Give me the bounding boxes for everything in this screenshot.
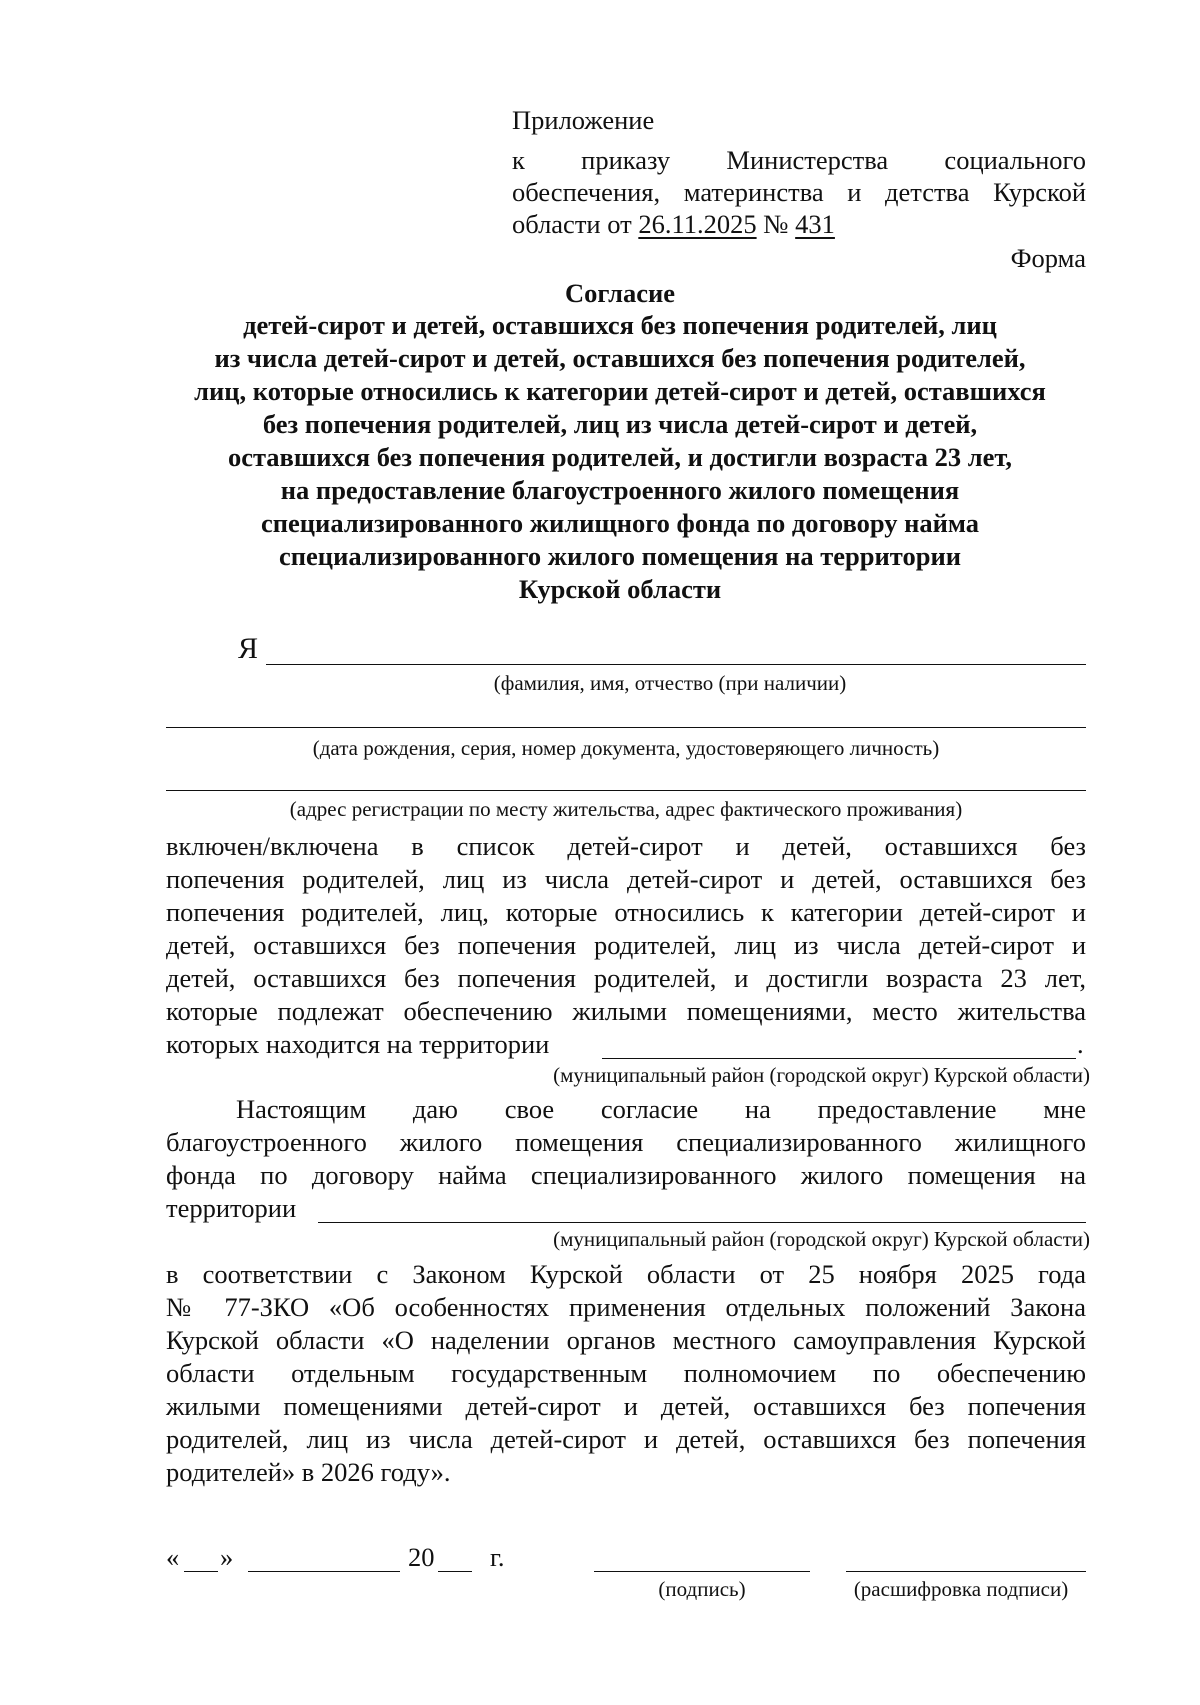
body2-last-line: территории xyxy=(166,1193,297,1223)
body1-last-line: которых находится на территории xyxy=(166,1029,550,1059)
body3-line-1: в соответствии с Законом Курской области от 25 ноября 2025 года xyxy=(166,1259,1086,1289)
signature-line[interactable] xyxy=(594,1571,810,1572)
body1-line-3: попечения родителей, лиц, которые относились к категории детей-сирот и xyxy=(166,897,1086,927)
day-line[interactable] xyxy=(184,1571,218,1572)
document-caption: (дата рождения, серия, номер документа, удостоверяющего личность) xyxy=(312,736,940,760)
form-label: Форма xyxy=(1010,243,1086,273)
title-line-5: оставшихся без попечения родителей, и достигли возраста 23 лет, xyxy=(227,442,1013,472)
body1-end-period: . xyxy=(1077,1029,1084,1059)
appendix-order-prefix: области от xyxy=(512,209,632,239)
date-quote-close: » xyxy=(220,1542,234,1572)
signature-decode-caption: (расшифровка подписи) xyxy=(853,1577,1069,1601)
order-number: 431 xyxy=(795,209,835,239)
body3-line-4: области отдельным государственным полномочием по обеспечению xyxy=(166,1358,1086,1388)
title-line-7: специализированного жилищного фонда по договору найма xyxy=(261,508,979,538)
territory-caption-2: (муниципальный район (городской округ) Курской области) xyxy=(553,1227,1090,1251)
date-quote-open: « xyxy=(166,1542,180,1572)
document-line[interactable] xyxy=(166,727,1086,728)
month-line[interactable] xyxy=(248,1571,400,1572)
body3-line-3: Курской области «О наделении органов местного самоуправления Курской xyxy=(166,1325,1086,1355)
territory-line-1[interactable] xyxy=(602,1058,1076,1059)
year-line[interactable] xyxy=(438,1571,472,1572)
fio-line[interactable] xyxy=(266,664,1086,665)
body2-line-1: Настоящим даю свое согласие на предоставление мне xyxy=(236,1094,1086,1124)
fio-caption: (фамилия, имя, отчество (при наличии) xyxy=(493,671,847,695)
signature-caption: (подпись) xyxy=(658,1577,746,1601)
body2-line-3: фонда по договору найма специализированного жилого помещения на xyxy=(166,1160,1086,1190)
title-heading: Согласие xyxy=(565,278,675,308)
body1-line-6: которые подлежат обеспечению жилыми помещениями, место жительства xyxy=(166,996,1086,1026)
signature-decode-line[interactable] xyxy=(846,1571,1086,1572)
title-line-6: на предоставление благоустроенного жилого помещения xyxy=(280,475,960,505)
title-line-1: детей-сирот и детей, оставшихся без попечения родителей, лиц xyxy=(243,310,997,340)
appendix-line-3: обеспечения, материнства и детства Курской xyxy=(512,177,1086,207)
body1-line-5: детей, оставшихся без попечения родителей, и достигли возраста 23 лет, xyxy=(166,963,1086,993)
title-line-8: специализированного жилого помещения на территории xyxy=(279,541,961,571)
territory-caption-1: (муниципальный район (городской округ) Курской области) xyxy=(553,1063,1090,1087)
address-line[interactable] xyxy=(166,790,1086,791)
year-century: 20 xyxy=(408,1542,435,1572)
appendix-line-4 xyxy=(512,208,835,240)
body1-line-1: включен/включена в список детей-сирот и детей, оставшихся без xyxy=(166,831,1086,861)
body1-line-2: попечения родителей, лиц из числа детей-сирот и детей, оставшихся без xyxy=(166,864,1086,894)
title-line-4: без попечения родителей, лиц из числа детей-сирот и детей, xyxy=(262,409,978,439)
body3-line-5: жилыми помещениями детей-сирот и детей, оставшихся без попечения xyxy=(166,1391,1086,1421)
ya-label: Я xyxy=(238,632,259,665)
body3-line-2: № 77-ЗКО «Об особенностях применения отдельных положений Закона xyxy=(166,1292,1086,1322)
body3-last-line: родителей» в 2026 году». xyxy=(166,1457,451,1487)
appendix-label: Приложение xyxy=(512,105,655,135)
title-line-2: из числа детей-сирот и детей, оставшихся без попечения родителей, xyxy=(214,343,1026,373)
body1-line-4: детей, оставшихся без попечения родителей, лиц из числа детей-сирот и xyxy=(166,930,1086,960)
appendix-line-2: к приказу Министерства социального xyxy=(512,145,1086,175)
order-date: 26.11.2025 xyxy=(638,209,757,239)
body3-line-6: родителей, лиц из числа детей-сирот и детей, оставшихся без попечения xyxy=(166,1424,1086,1454)
year-suffix: г. xyxy=(490,1542,505,1572)
order-number-sign: № xyxy=(763,209,789,239)
territory-line-2[interactable] xyxy=(318,1222,1086,1223)
address-caption: (адрес регистрации по месту жительства, адрес фактического проживания) xyxy=(289,797,963,821)
title-line-9: Курской области xyxy=(518,574,722,604)
body2-line-2: благоустроенного жилого помещения специализированного жилищного xyxy=(166,1127,1086,1157)
title-line-3: лиц, которые относились к категории детей-сирот и детей, оставшихся xyxy=(194,376,1046,406)
